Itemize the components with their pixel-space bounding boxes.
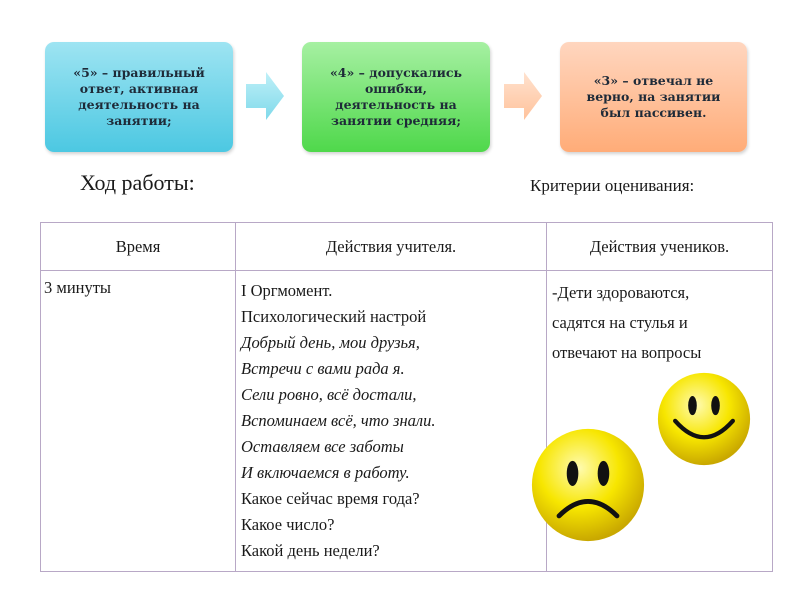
criterion-grade-5-text: «5» – правильный ответ, активная деятельность на занятии; (73, 65, 205, 128)
teacher-line: I Оргмомент. (241, 281, 333, 300)
criterion-grade-5 (45, 42, 233, 152)
criterion-grade-4 (302, 42, 490, 152)
student-line: отвечают на вопросы (552, 343, 702, 362)
poem-line: Добрый день, мои друзья, (241, 333, 420, 352)
criterion-grade-3-text: «3» – отвечал не верно, на занятии был пассивен. (586, 73, 721, 120)
header-student-actions: Действия учеников. (547, 223, 773, 271)
table-header-row (41, 223, 773, 271)
poem-line: Оставляем все заботы (241, 437, 404, 456)
poem-line: Встречи с вами рада я. (241, 359, 405, 378)
criterion-grade-4-text: «4» – допускались ошибки, деятельность на занятии средняя; (329, 65, 462, 128)
progress-heading: Ход работы: (80, 170, 195, 195)
header-time: Время (41, 223, 236, 271)
cell-teacher-actions (236, 271, 547, 572)
student-line: -Дети здороваются, (552, 283, 690, 302)
question-line: Какой день недели? (241, 541, 380, 560)
poem-line: И включаемся в работу. (241, 463, 410, 482)
criteria-heading: Критерии оценивания: (530, 176, 695, 195)
header-teacher-actions: Действия учителя. (236, 223, 547, 271)
question-line: Какое число? (241, 515, 335, 534)
poem-line: Вспоминаем всё, что знали. (241, 411, 436, 430)
poem-line: Сели ровно, всё достали, (241, 385, 417, 404)
student-line: садятся на стулья и (552, 313, 688, 332)
arrow-right-icon (246, 72, 284, 120)
arrow-right-icon (504, 72, 542, 120)
sad-face-icon (530, 427, 646, 543)
happy-face-icon (656, 371, 752, 467)
cell-time: 3 минуты (41, 271, 236, 572)
criterion-grade-3 (560, 42, 747, 152)
question-line: Какое сейчас время года? (241, 489, 420, 508)
teacher-line: Психологический настрой (241, 307, 427, 326)
